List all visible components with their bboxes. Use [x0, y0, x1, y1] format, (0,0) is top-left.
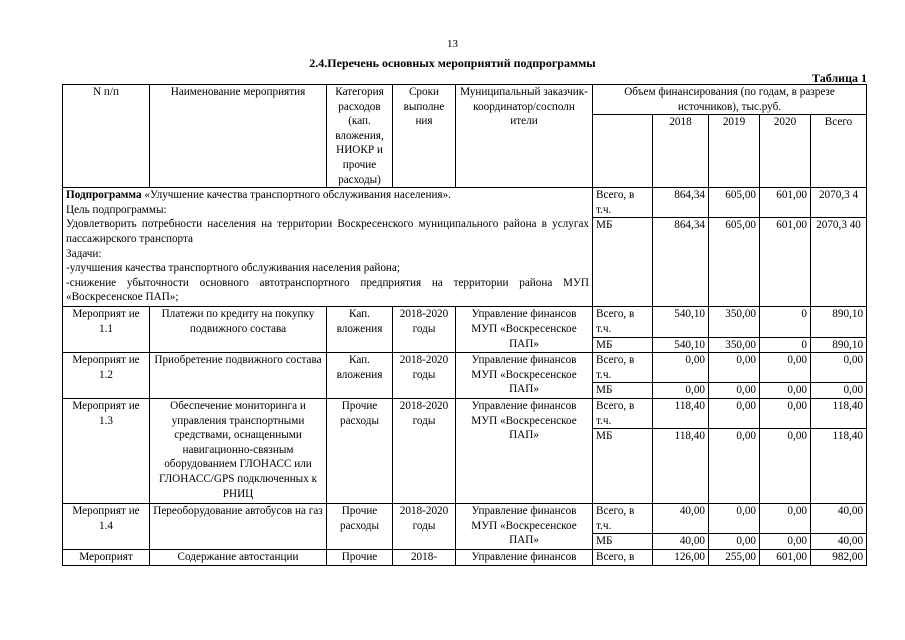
- measure-name: Приобретение подвижного состава: [150, 353, 327, 399]
- measure-number: Мероприят: [63, 549, 150, 565]
- measure-value-2020: 0,00: [760, 353, 811, 383]
- measure-value-2019: 0,00: [709, 504, 760, 534]
- header-source-blank: [593, 115, 653, 188]
- measure-name: Содержание автостанции: [150, 549, 327, 565]
- program-source-total: Всего, в т.ч.: [593, 188, 653, 218]
- measure-source: МБ: [593, 383, 653, 399]
- measure-value-total: 40,00: [811, 504, 867, 534]
- measure-row: [63, 549, 867, 565]
- header-year-total: Всего: [811, 115, 867, 188]
- header-row: [63, 85, 867, 115]
- measure-name: Платежи по кредиту на покупку подвижного состава: [150, 307, 327, 353]
- measure-value-2019: 0,00: [709, 353, 760, 383]
- measure-value-2019: 0,00: [709, 398, 760, 428]
- measure-number: Мероприят ие 1.3: [63, 398, 150, 503]
- program-goal: Удовлетворить потребности населения на территории Воскресенского муниципального района в услугах пассажирского транспорта: [66, 218, 589, 245]
- measure-value-2019: 0,00: [709, 534, 760, 550]
- program-label: Подпрограмма: [66, 189, 142, 202]
- program-2020-total: 601,00: [760, 188, 811, 218]
- measure-value-2018: 126,00: [653, 549, 709, 565]
- program-goal-label: Цель подпрограммы:: [66, 203, 167, 216]
- program-2019-mb: 605,00: [709, 218, 760, 307]
- measure-value-2020: 0,00: [760, 383, 811, 399]
- measure-value-total: 118,40: [811, 429, 867, 504]
- measure-value-2018: 40,00: [653, 504, 709, 534]
- measures-table: [62, 84, 867, 566]
- measure-value-2020: 0,00: [760, 504, 811, 534]
- measure-name: Переоборудование автобусов на газ: [150, 504, 327, 550]
- measure-value-2018: 118,40: [653, 398, 709, 428]
- program-name: «Улучшение качества транспортного обслуживания населения».: [141, 189, 451, 202]
- program-task-1: -улучшения качества транспортного обслуживания населения района;: [66, 262, 400, 275]
- measure-number: Мероприят ие 1.2: [63, 353, 150, 399]
- measure-value-total: 890,10: [811, 337, 867, 353]
- program-title: [66, 188, 589, 203]
- measure-source: МБ: [593, 337, 653, 353]
- measure-value-total: 0,00: [811, 383, 867, 399]
- measure-row: [63, 353, 867, 383]
- measure-category: Прочие: [327, 549, 393, 565]
- measure-value-2018: 0,00: [653, 383, 709, 399]
- measure-terms: 2018-2020 годы: [393, 398, 456, 503]
- header-year-2020: 2020: [760, 115, 811, 188]
- measure-category: Прочие расходы: [327, 398, 393, 503]
- program-2020-mb: 601,00: [760, 218, 811, 307]
- header-year-2018: 2018: [653, 115, 709, 188]
- program-tasks-label: Задачи:: [66, 247, 102, 260]
- measure-value-2018: 118,40: [653, 429, 709, 504]
- measure-row: [63, 398, 867, 428]
- measure-value-2020: 0,00: [760, 429, 811, 504]
- measure-number: Мероприят ие 1.1: [63, 307, 150, 353]
- header-terms: Сроки выполне ния: [393, 85, 456, 188]
- measure-customer: Управление финансов: [456, 549, 593, 565]
- page-number: 13: [447, 38, 458, 50]
- header-customer: Муниципальный заказчик-координатор/сосполн ители: [456, 85, 593, 188]
- measure-value-2020: 0: [760, 307, 811, 337]
- program-description: [63, 188, 593, 307]
- measure-customer: Управление финансов МУП «Воскресенское ПАП»: [456, 504, 593, 550]
- measure-value-2020: 0,00: [760, 398, 811, 428]
- section-title: 2.4.Перечень основных мероприятий подпрограммы: [309, 56, 596, 70]
- measure-value-2019: 255,00: [709, 549, 760, 565]
- measure-terms: 2018-2020 годы: [393, 504, 456, 550]
- measure-source: МБ: [593, 534, 653, 550]
- measure-value-2018: 540,10: [653, 337, 709, 353]
- program-sum-total: 2070,3 4: [811, 188, 867, 218]
- measure-value-2020: 601,00: [760, 549, 811, 565]
- measure-value-2018: 40,00: [653, 534, 709, 550]
- measure-source: Всего, в т.ч.: [593, 504, 653, 534]
- header-financing: Объем финансирования (по годам, в разрезе источников), тыс.руб.: [593, 85, 867, 115]
- measure-name: Обеспечение мониторинга и управления транспортными средствами, оснащенными навигационно-связным оборудованием ГЛОНАСС или ГЛОНАСС/GPS подключенных к РНИЦ: [150, 398, 327, 503]
- program-row: [63, 188, 867, 218]
- measure-customer: Управление финансов МУП «Воскресенское ПАП»: [456, 398, 593, 503]
- measure-row: [63, 307, 867, 337]
- measure-row: [63, 504, 867, 534]
- measure-value-2020: 0,00: [760, 534, 811, 550]
- measure-terms: 2018-2020 годы: [393, 353, 456, 399]
- measure-terms: 2018-2020 годы: [393, 307, 456, 353]
- measure-number: Мероприят ие 1.4: [63, 504, 150, 550]
- table-label: Таблица 1: [812, 71, 867, 85]
- measure-value-2019: 0,00: [709, 383, 760, 399]
- program-2018-mb: 864,34: [653, 218, 709, 307]
- measure-value-total: 118,40: [811, 398, 867, 428]
- measure-category: Прочие расходы: [327, 504, 393, 550]
- header-category: Категория расходов (кап. вложения, НИОКР и прочие расходы): [327, 85, 393, 188]
- measure-value-2020: 0: [760, 337, 811, 353]
- header-year-2019: 2019: [709, 115, 760, 188]
- measure-terms: 2018-: [393, 549, 456, 565]
- measure-customer: Управление финансов МУП «Воскресенское ПАП»: [456, 307, 593, 353]
- measure-source: Всего, в т.ч.: [593, 398, 653, 428]
- program-task-2: -снижение убыточности основного автотранспортного предприятия на территории района МУП «Воскресенское ПАП»;: [66, 276, 589, 304]
- measure-value-total: 0,00: [811, 353, 867, 383]
- program-source-mb: МБ: [593, 218, 653, 307]
- measure-source: МБ: [593, 429, 653, 504]
- program-sum-mb: 2070,3 40: [811, 218, 867, 307]
- measure-source: Всего, в: [593, 549, 653, 565]
- measure-value-2019: 350,00: [709, 307, 760, 337]
- measure-value-total: 40,00: [811, 534, 867, 550]
- measure-source: Всего, в т.ч.: [593, 353, 653, 383]
- measure-category: Кап. вложения: [327, 307, 393, 353]
- measure-value-total: 890,10: [811, 307, 867, 337]
- measure-value-2019: 350,00: [709, 337, 760, 353]
- measure-value-2019: 0,00: [709, 429, 760, 504]
- measure-value-2018: 0,00: [653, 353, 709, 383]
- measure-customer: Управление финансов МУП «Воскресенское ПАП»: [456, 353, 593, 399]
- header-num: N п/п: [63, 85, 150, 188]
- header-name: Наименование мероприятия: [150, 85, 327, 188]
- program-2019-total: 605,00: [709, 188, 760, 218]
- measure-source: Всего, в т.ч.: [593, 307, 653, 337]
- measure-value-total: 982,00: [811, 549, 867, 565]
- measure-category: Кап. вложения: [327, 353, 393, 399]
- measure-value-2018: 540,10: [653, 307, 709, 337]
- program-2018-total: 864,34: [653, 188, 709, 218]
